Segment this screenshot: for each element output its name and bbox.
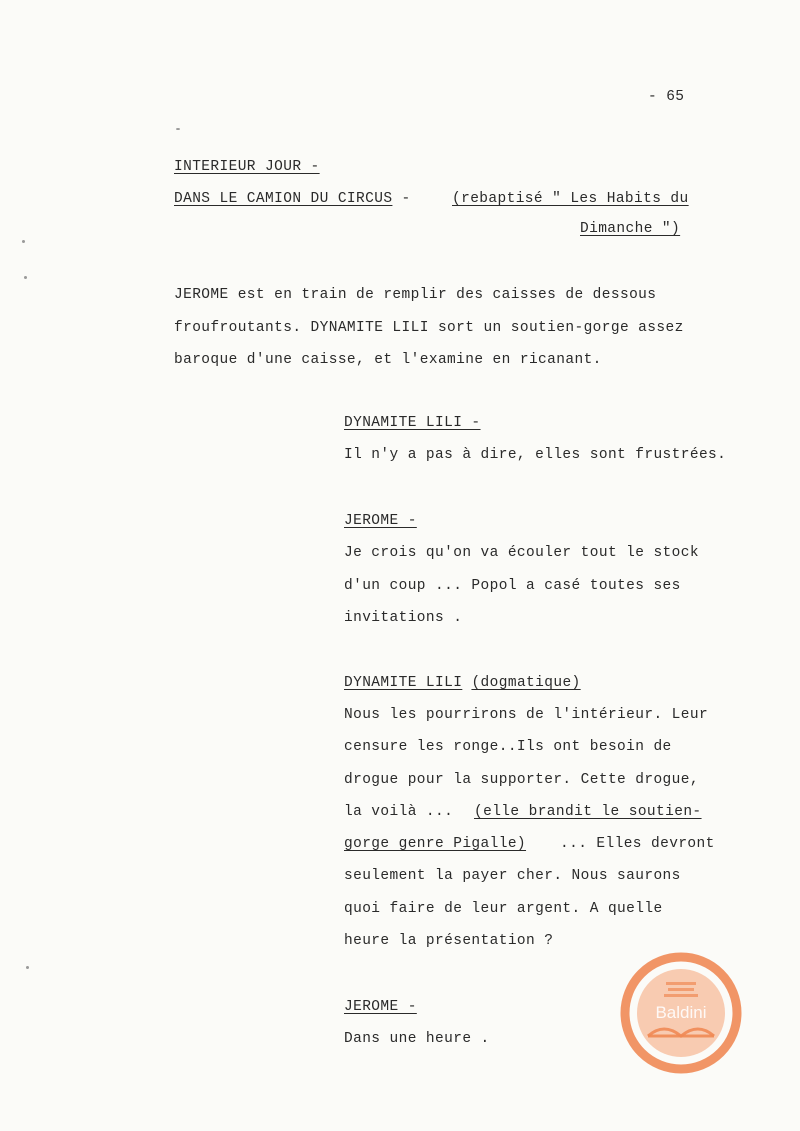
scene-note-line2: Dimanche "): [580, 221, 681, 237]
scan-speck: [24, 276, 27, 279]
speaker-name: JEROME -: [344, 999, 417, 1015]
scene-note-line1: (rebaptisé " Les Habits du: [452, 191, 689, 207]
stamp-text: Baldini: [655, 1003, 707, 1022]
dialogue-line: Nous les pourrirons de l'intérieur. Leur: [344, 707, 709, 723]
scene-place-text: DANS LE CAMION DU CIRCUS: [174, 191, 393, 207]
dialogue-line: Il n'y a pas à dire, elles sont frustrées.: [344, 447, 727, 463]
speaker-name: DYNAMITE LILI -: [344, 415, 481, 431]
speaker-name: JEROME -: [344, 513, 417, 529]
speaker-heading: [344, 674, 581, 692]
dialogue-line: Dans une heure .: [344, 1031, 490, 1047]
speaker-note: (dogmatique): [471, 675, 581, 691]
scan-speck: [176, 128, 180, 130]
scene-heading-time: INTERIEUR JOUR -: [174, 159, 320, 175]
dialogue-line: censure les ronge..Ils ont besoin de: [344, 739, 672, 755]
dialogue-line: drogue pour la supporter. Cette drogue,: [344, 772, 699, 788]
dialogue-line: heure la présentation ?: [344, 933, 554, 949]
dialogue-line: la voilà ...: [344, 804, 454, 820]
scene-place-dash: -: [392, 191, 411, 207]
dialogue-line: Je crois qu'on va écouler tout le stock: [344, 545, 699, 561]
action-line: baroque d'une caisse, et l'examine en ricanant.: [174, 352, 602, 368]
scene-heading-place: [174, 190, 411, 208]
dialogue-line: quoi faire de leur argent. A quelle: [344, 901, 663, 917]
action-line: froufroutants. DYNAMITE LILI sort un soutien-gorge assez: [174, 320, 684, 336]
stage-direction: (elle brandit le soutien-: [474, 804, 702, 820]
library-stamp-logo: [620, 952, 742, 1074]
speaker-name: DYNAMITE LILI: [344, 675, 463, 691]
dialogue-line: d'un coup ... Popol a casé toutes ses: [344, 578, 681, 594]
dialogue-line: ... Elles devront: [560, 836, 715, 852]
scan-speck: [22, 240, 25, 243]
dialogue-line: seulement la payer cher. Nous saurons: [344, 868, 681, 884]
action-line: JEROME est en train de remplir des caisses de dessous: [174, 287, 657, 303]
dialogue-line: invitations .: [344, 610, 463, 626]
page-number: - 65: [648, 89, 685, 105]
stage-direction: gorge genre Pigalle): [344, 836, 527, 852]
scan-speck: [26, 966, 29, 969]
